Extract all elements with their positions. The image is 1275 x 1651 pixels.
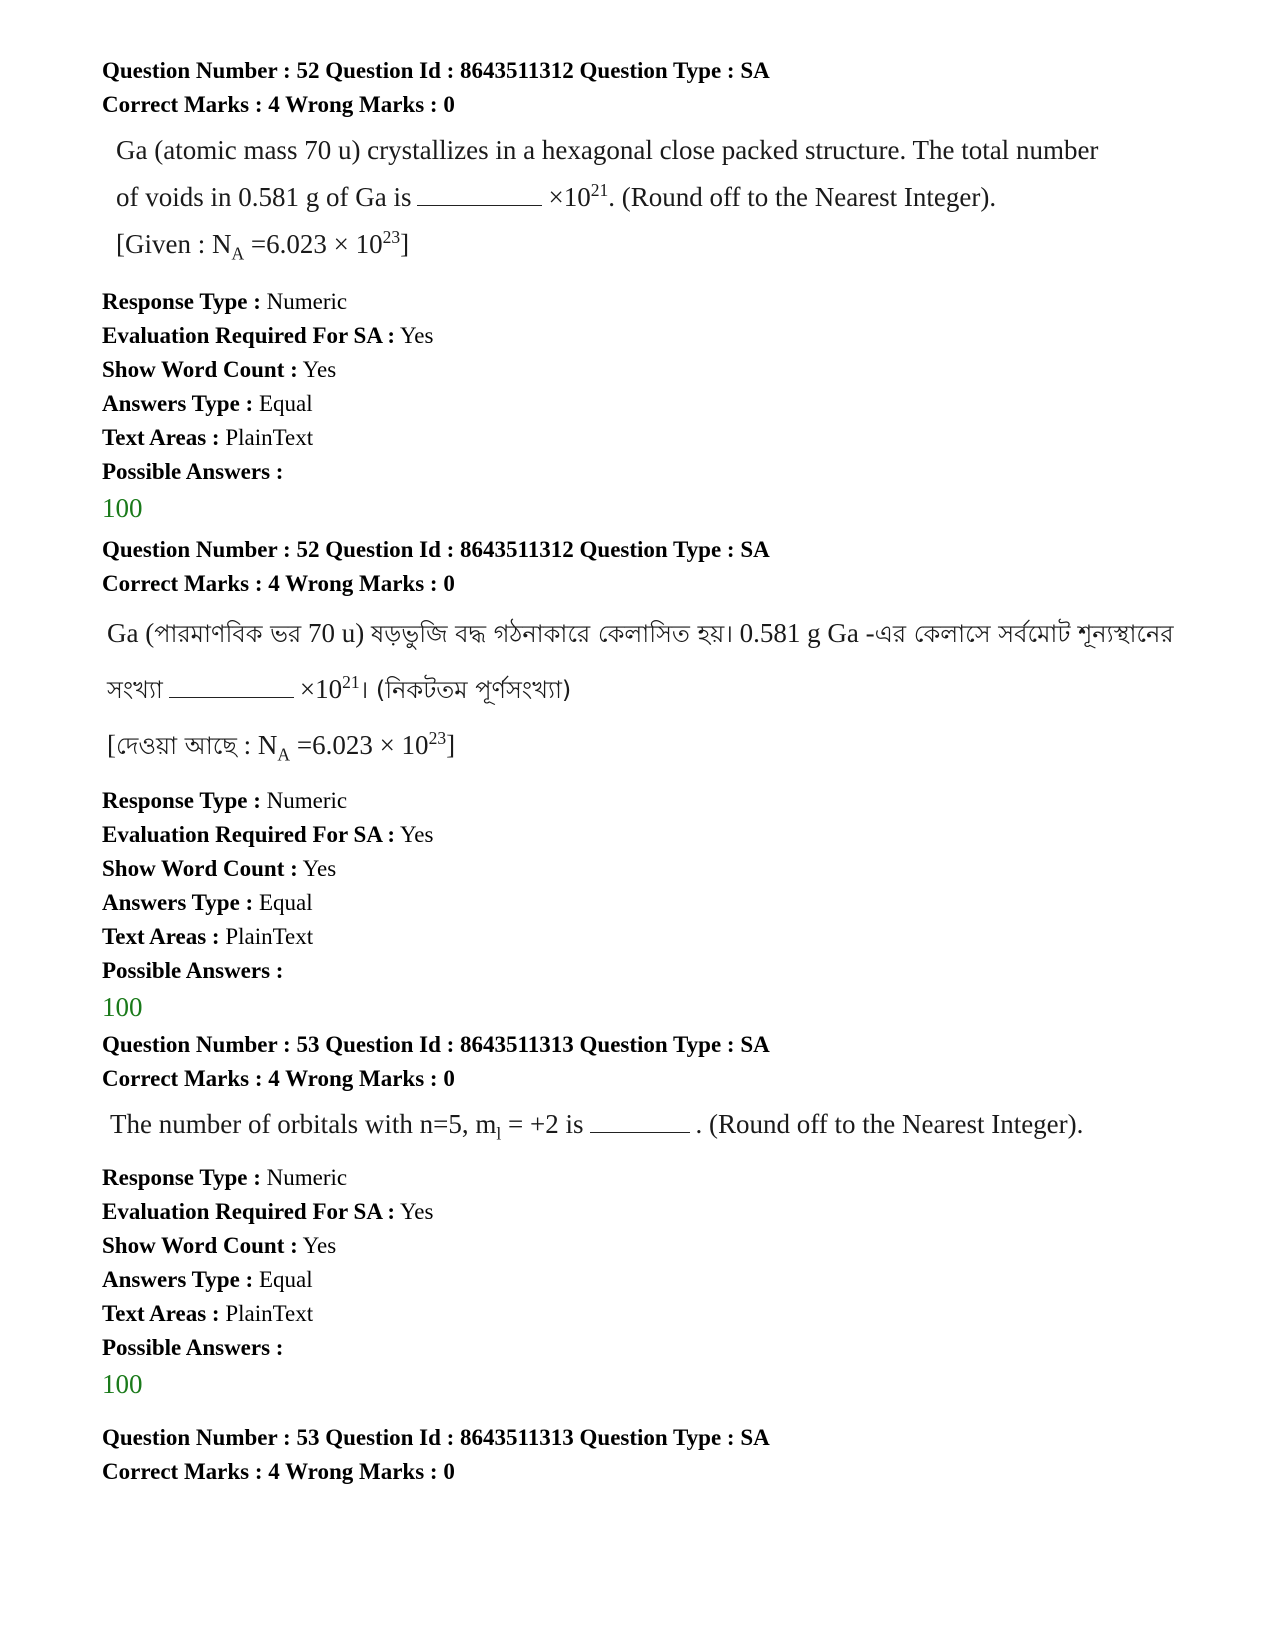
question-line: সংখ্যা $\times 10^{21}।$ (নিকটতম পূর্ণসংখ্যা) — [107, 672, 572, 704]
question-header: Question Number : 53 Question Id : 8643511313 Question Type : SA — [102, 1032, 770, 1057]
subscript: A — [277, 744, 291, 765]
question-header: Question Number : 53 Question Id : 8643511313 Question Type : SA — [102, 1425, 770, 1450]
question-line — [116, 170, 1202, 217]
answer-blank — [417, 203, 542, 206]
question-header: Question Number : 52 Question Id : 8643511312 Question Type : SA — [102, 537, 770, 562]
question-header: Question Number : 52 Question Id : 8643511312 Question Type : SA — [102, 58, 770, 83]
question-fragment: ×10 — [548, 182, 591, 212]
meta-text-areas: Text Areas : PlainText — [102, 924, 314, 950]
possible-answer-value: 100 — [102, 493, 143, 524]
possible-answer-value: 100 — [102, 1369, 143, 1400]
meta-text-areas: Text Areas : PlainText — [102, 1301, 314, 1327]
question-text — [110, 1104, 1202, 1153]
meta-response-type: Response Type : Numeric — [102, 289, 348, 315]
exponent: 23 — [428, 728, 447, 748]
marks-header: Correct Marks : 4 Wrong Marks : 0 — [102, 1459, 455, 1484]
answer-blank — [590, 1130, 690, 1133]
meta-possible-answers: Possible Answers : — [102, 459, 284, 485]
marks-header: Correct Marks : 4 Wrong Marks : 0 — [102, 1066, 455, 1091]
meta-answers-type: Answers Type : Equal — [102, 391, 313, 417]
subscript: A — [231, 243, 245, 264]
question-block-53-en — [102, 1028, 1202, 1403]
exponent: 21 — [342, 672, 360, 692]
meta-answers-type: Answers Type : Equal — [102, 890, 313, 916]
marks-header: Correct Marks : 4 Wrong Marks : 0 — [102, 92, 455, 117]
question-block-53-bn — [102, 1421, 1202, 1489]
meta-response-type: Response Type : Numeric — [102, 1165, 348, 1191]
meta-evaluation: Evaluation Required For SA : Yes — [102, 323, 434, 349]
meta-list — [102, 784, 1202, 1026]
question-fragment: . (Round off to the Nearest Integer). — [608, 182, 997, 212]
meta-list — [102, 285, 1202, 527]
meta-word-count: Show Word Count : Yes — [102, 357, 337, 383]
question-fragment: =6.023 × 10 — [244, 229, 383, 259]
question-line: The number of orbitals with n=5, $m_l = +2$ is . (Round off to the Nearest Integer). — [110, 1109, 1084, 1144]
question-line: Ga (পারমাণবিক ভর 70 u) ষড়ভুজি বদ্ধ গঠনাকারে কেলাসিত হয়। 0.581 g Ga -এর কেলাসে সর্বমোট শূন্যস্থানের — [107, 618, 1174, 648]
meta-word-count: Show Word Count : Yes — [102, 1233, 337, 1259]
marks-header: Correct Marks : 4 Wrong Marks : 0 — [102, 571, 455, 596]
exponent: 23 — [382, 227, 401, 247]
possible-answer-value: 100 — [102, 992, 143, 1023]
meta-text-areas: Text Areas : PlainText — [102, 425, 314, 451]
meta-answers-type: Answers Type : Equal — [102, 1267, 313, 1293]
question-fragment: [Given : N — [116, 229, 232, 259]
question-text — [116, 130, 1202, 273]
question-line: [দেওয়া আছে : $N_A =6.023 \times 10^{23}$] — [107, 728, 456, 765]
question-block-52-en — [102, 54, 1202, 527]
question-fragment: ] — [400, 229, 410, 259]
question-text — [107, 609, 1202, 778]
answer-blank — [169, 695, 294, 698]
meta-word-count: Show Word Count : Yes — [102, 856, 337, 882]
meta-response-type: Response Type : Numeric — [102, 788, 348, 814]
exponent: 21 — [590, 180, 609, 200]
meta-possible-answers: Possible Answers : — [102, 958, 284, 984]
meta-evaluation: Evaluation Required For SA : Yes — [102, 1199, 434, 1225]
question-block-52-bn — [102, 533, 1202, 1026]
question-fragment: of voids in 0.581 g of Ga is — [116, 182, 412, 212]
subscript: l — [496, 1123, 502, 1144]
question-line — [116, 217, 1202, 273]
meta-list — [102, 1161, 1202, 1403]
question-line: Ga (atomic mass 70 u) crystallizes in a hexagonal close packed structure. The total number — [116, 135, 1099, 165]
meta-possible-answers: Possible Answers : — [102, 1335, 284, 1361]
meta-evaluation: Evaluation Required For SA : Yes — [102, 822, 434, 848]
